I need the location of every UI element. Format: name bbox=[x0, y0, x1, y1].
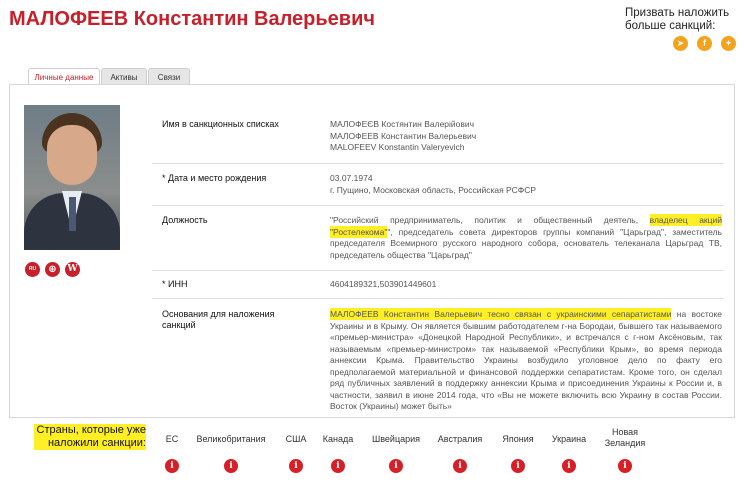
highlighted-text: МАЛОФЕЕВ Константин Валерьевич тесно связан с украинскими сепаратистами bbox=[330, 309, 672, 319]
field-value bbox=[330, 309, 722, 413]
position-text: ", председатель совета директоров группы компаний "Царьград", заместитель председателя Всемирного русского народного собора, основатель телеканала Царьград ТВ, председатель общества "Царьград" bbox=[330, 226, 722, 260]
call-to-action-text: Призвать наложить больше санкций: bbox=[625, 7, 730, 32]
country-ukraine: Украина bbox=[551, 434, 587, 444]
info-icon[interactable]: i bbox=[562, 459, 576, 473]
field-label: * ИНН bbox=[162, 279, 188, 289]
field-row-grounds bbox=[152, 298, 724, 418]
name-latin: MALOFEEV Konstantin Valeryevich bbox=[330, 142, 465, 152]
name-russian: МАЛОФЕЕВ Константин Валерьевич bbox=[330, 130, 477, 141]
country-usa: США bbox=[285, 434, 307, 444]
page-title: МАЛОФЕЕВ Константин Валерьевич bbox=[9, 8, 376, 30]
web-icon[interactable]: ⊕ bbox=[45, 262, 60, 277]
info-icon[interactable]: i bbox=[165, 459, 179, 473]
field-row-birth bbox=[152, 163, 724, 205]
birth-date: 03.07.1974 bbox=[330, 173, 373, 183]
info-icon[interactable]: i bbox=[453, 459, 467, 473]
countries-label: Страны, которые уже наложили санкции: bbox=[34, 424, 146, 450]
info-icon[interactable]: i bbox=[389, 459, 403, 473]
country-japan: Япония bbox=[502, 434, 534, 444]
country-eu: ЕС bbox=[165, 434, 179, 444]
country-australia: Австралия bbox=[437, 434, 483, 444]
grounds-text: на востоке Украины и в Крыму. Он является бывшим работодателем г-на Бородаи, бывшего так называемого «премьер-министра» «Донецкой Народной Республики», и встречался с г-ном Аксёновым, так называемым «премьер-министром» так называемой «Республики Крым», во время периода аннексии Крыма. Правительство Украины возбудило уголовное дело по факту его предполагаемой материальной и финансовой поддержки сепаратистам. Кроме того, он сделал ряд публичных заявлений в поддержку аннексии Крыма и присоединения Украины к России и, в частности, заявил в июне 2014 года, что «Вы не можете включить всю Украину в состав России. Восток (Украины) может быть» bbox=[330, 309, 722, 411]
wikipedia-icon[interactable]: W bbox=[65, 262, 80, 277]
info-icon[interactable]: i bbox=[224, 459, 238, 473]
personal-data-panel bbox=[9, 84, 735, 418]
ru-pep-icon[interactable]: RU PEP bbox=[25, 262, 40, 277]
person-photo bbox=[24, 105, 120, 250]
country-switzerland: Швейцария bbox=[371, 434, 421, 444]
info-icon[interactable]: i bbox=[331, 459, 345, 473]
field-label: Должность bbox=[162, 215, 208, 225]
field-label: * Дата и место рождения bbox=[162, 173, 267, 183]
field-label: Основания для наложения санкций bbox=[162, 309, 275, 330]
position-text: "Российский предприниматель, политик и общественный деятель, bbox=[330, 215, 650, 225]
country-new-zealand: Новая Зеландия bbox=[604, 427, 646, 448]
tab-connections[interactable]: Связи bbox=[148, 68, 190, 85]
tab-personal-data[interactable]: Личные данные bbox=[28, 68, 100, 86]
field-row-inn bbox=[152, 270, 724, 298]
country-canada: Канада bbox=[322, 434, 354, 444]
field-value bbox=[330, 215, 722, 261]
info-icon[interactable]: i bbox=[511, 459, 525, 473]
info-icon[interactable]: i bbox=[618, 459, 632, 473]
highlighted-text: владелец акций "Ростелекома" bbox=[330, 215, 723, 237]
field-value bbox=[330, 119, 722, 154]
telegram-icon[interactable]: ➤ bbox=[673, 36, 688, 51]
field-value bbox=[330, 173, 722, 196]
field-label: Имя в санкционных списках bbox=[162, 119, 279, 129]
twitter-icon[interactable]: ✦ bbox=[721, 36, 736, 51]
tab-assets[interactable]: Активы bbox=[101, 68, 147, 85]
field-value: 4604189321,503901449601 bbox=[330, 279, 437, 289]
country-uk: Великобритания bbox=[196, 434, 266, 444]
field-row-names bbox=[152, 113, 724, 163]
field-row-position bbox=[152, 205, 724, 270]
facebook-icon[interactable]: f bbox=[697, 36, 712, 51]
name-ukrainian: МАЛОФЕЄВ Костянтин Валерійович bbox=[330, 119, 475, 129]
birth-place: г. Пущино, Московская область, Российская РСФСР bbox=[330, 184, 537, 195]
info-icon[interactable]: i bbox=[289, 459, 303, 473]
